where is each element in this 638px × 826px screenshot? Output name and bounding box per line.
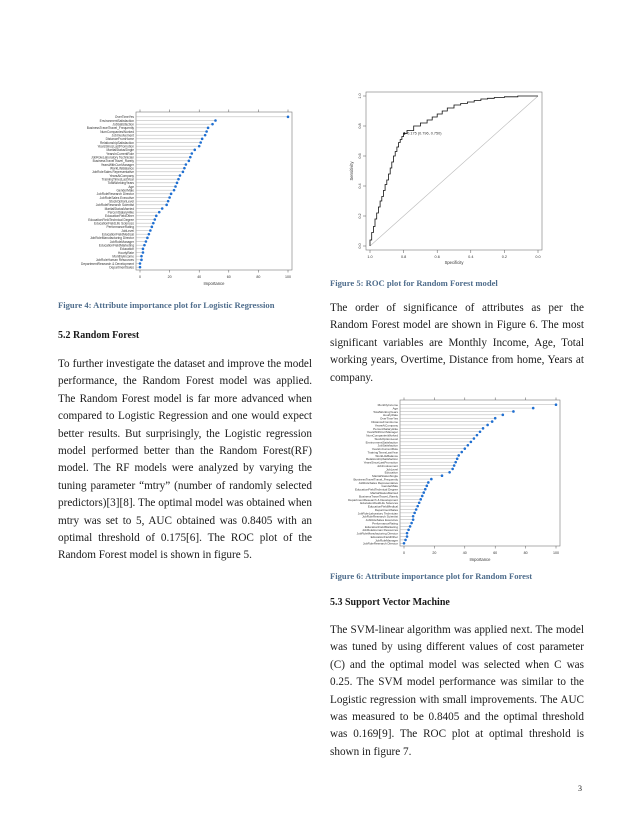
importance-dot [185,163,188,166]
importance-dot [427,481,430,484]
importance-dot [139,266,142,269]
importance-dot [189,156,192,159]
importance-dot [532,407,535,410]
category-label: NumCompaniesWorked [100,129,134,134]
importance-dot [430,478,433,481]
category-label: JobRoleSales Representative [358,480,398,485]
category-label: JobLevel [385,467,398,472]
plot-frame [400,400,560,546]
importance-dot [413,512,416,515]
category-label: Education [384,470,398,475]
category-label: PerformanceRating [372,521,398,526]
category-label: HourlyRate [382,413,398,418]
category-label: NumCompaniesWorked [366,433,398,438]
importance-dot [412,518,415,521]
category-label: WorkLifeBalance [375,453,398,458]
importance-dot [456,457,459,460]
x-tick-label: 100 [553,551,559,555]
y-axis-label: Sensitivity [349,161,354,181]
category-label: JobSatisfaction [112,122,134,127]
x-tick-label: 0.0 [535,255,541,259]
category-label: YearsWithCurrManager [366,430,398,435]
importance-dot [454,461,457,464]
x-axis-label: Importance [203,281,225,286]
category-label: MaritalStatusMarried [104,206,134,211]
category-label: JobRoleSales Representative [92,170,134,175]
importance-dot [426,485,429,488]
category-label: RelationshipSatisfaction [365,457,398,462]
importance-dot [140,259,143,262]
category-label: JobRoleManufacturing Director [356,531,398,536]
importance-dot [199,141,202,144]
category-label: JobRoleResearch Scientist [95,203,134,208]
importance-dot [214,119,217,122]
importance-dot [155,215,158,218]
category-label: Age [392,406,398,411]
importance-dot [494,417,497,420]
importance-dot [143,244,146,247]
category-label: EducationFieldLife Sciences [93,221,134,226]
x-tick-label: 60 [493,551,498,555]
importance-dot [473,437,476,440]
importance-dot [409,525,412,528]
category-label: EducationFieldMarketing [98,243,134,248]
importance-dot [470,441,473,444]
x-tick-label: 20 [432,551,437,555]
importance-dot [451,468,454,471]
importance-dot [205,130,208,133]
figure6-caption: Figure 6: Attribute importance plot for Random Forest [330,571,533,581]
importance-dot [173,189,176,192]
importance-dot [416,505,419,508]
importance-dot [174,185,177,188]
section-5-3-heading: 5.3 Support Vector Machine [330,597,450,608]
category-label: MaritalStatusMarried [370,490,398,495]
importance-dot [158,211,161,214]
category-label: JobRoleLaboratory Technician [357,511,398,516]
category-label: MaritalStatusSingle [372,474,398,479]
importance-dot [204,134,207,137]
importance-dot [419,498,422,501]
category-label: Education [119,247,134,252]
page-number: 3 [578,784,582,793]
importance-dot [168,196,171,199]
x-tick-label: 80 [523,551,528,555]
importance-dot [207,127,210,130]
category-label: YearsInCurrentRole [106,151,134,156]
importance-dot [453,464,456,467]
category-label: EducationFieldMedical [101,232,134,237]
category-label: EducationFieldOther [370,534,398,539]
category-label: EnvironmentSatisfaction [99,118,134,123]
importance-dot [424,488,427,491]
importance-dot [188,160,191,163]
x-axis-label: Specificity [444,260,464,265]
plot-frame [136,112,292,270]
category-label: MonthlyIncome [377,403,398,408]
category-label: EducationFieldTechnical Degree [88,217,134,222]
importance-dot [448,471,451,474]
figure5-chart [336,88,546,270]
importance-dot [422,491,425,494]
category-label: WorkLifeBalance [109,166,134,171]
importance-dot [140,255,143,258]
category-label: JobRoleManufacturing Director [90,236,134,241]
importance-dot [406,532,409,535]
category-label: DistanceFromHome [371,419,398,424]
category-label: JobRoleManager [109,239,134,244]
importance-dot [415,508,418,511]
category-label: YearsInCurrentRole [371,447,398,452]
category-label: YearsWithCurrManager [100,162,134,167]
importance-dot [145,240,148,243]
importance-dot [476,434,479,437]
category-label: DepartmentSales [374,507,398,512]
category-label: JobInvolvement [376,463,398,468]
importance-dot [441,474,444,477]
importance-dot [146,237,149,240]
importance-dot [154,218,157,221]
x-tick-label: 40 [197,275,202,279]
y-tick-label: 0.0 [358,243,362,249]
category-label: DepartmentResearch & Development [348,497,398,502]
importance-dot [142,251,145,254]
importance-dot [161,207,164,210]
x-tick-label: 60 [226,275,231,279]
category-label: MonthlyIncome [112,254,134,259]
importance-dot [139,262,142,265]
rf-significance-paragraph: The order of significance of attributes as per the Random Forest model are shown in Figure 6. The most significant variables are Monthly Income, Age, Total working years, Overtime, Distance from home, Years at company. [330,302,584,384]
category-label: HourlyRate [118,250,134,255]
importance-dot [486,424,489,427]
category-label: YearsAtCompany [109,173,134,178]
figure5-caption: Figure 5: ROC plot for Random Forest model [330,278,498,288]
importance-dot [412,515,415,518]
category-label: MaritalStatusSingle [106,148,134,153]
category-label: GenderMale [381,484,398,489]
category-label: EducationFieldOther [104,214,134,219]
category-label: YearsAtCompany [374,423,398,428]
reference-diagonal [370,96,538,246]
category-label: PerformanceRating [106,225,134,230]
importance-dot [165,204,168,207]
importance-dot [167,200,170,203]
category-label: TrainingTimesLastYear [101,177,134,182]
section-5-3-paragraph: The SVM-linear algorithm was applied next. The model was tuned by using different values of cost parameter (C) and the optimal model was selected when C was 0.25. The SVM model performance was similar to the Logistic regression with small improvements. The AUC was measured to be 0.8405 and the optimal threshold was 0.169[9]. The ROC plot at optimal threshold is shown in figure 7. [330,624,584,758]
importance-dot [179,174,182,177]
category-label: EducationFieldTechnical Degree [354,487,398,492]
x-tick-label: 0.4 [468,255,474,259]
category-label: JobRoleResearch Director [362,541,398,546]
x-tick-label: 80 [256,275,261,279]
importance-dot [170,193,173,196]
category-label: OverTimeYes [114,115,134,120]
threshold-annotation: 0.175 (0.796, 0.750) [407,131,442,136]
importance-dot [479,430,482,433]
category-label: RelationshipSatisfaction [99,140,134,145]
category-label: OverTimeYes [380,416,398,421]
importance-dot [182,171,185,174]
category-label: BusinessTravelTravel_Rarely [359,494,398,499]
category-label: TrainingTimesLastYear [367,450,398,455]
category-label: EducationFieldMedical [367,504,398,509]
category-label: JobRoleSales Executive [99,195,134,200]
importance-dot [460,451,463,454]
category-label: JobRoleHuman Resources [95,258,134,263]
category-label: EnvironmentSatisfaction [365,440,398,445]
category-label: JobRoleResearch Scientist [361,514,398,519]
category-label: TotalWorkingYears [373,409,398,414]
category-label: EducationFieldMarketing [364,524,398,529]
category-label: EducationFieldLife Sciences [360,501,398,506]
category-label: JobRoleManager [375,538,398,543]
importance-dot [406,535,409,538]
category-label: JobSatisfaction [377,443,398,448]
importance-dot [403,542,406,545]
figure4-chart [58,108,298,290]
importance-dot [191,152,194,155]
figure4-caption: Figure 4: Attribute importance plot for Logistic Regression [58,300,275,310]
category-label: TotalWorkingYears [107,181,134,186]
x-tick-label: 0 [403,551,405,555]
x-tick-label: 0.8 [400,255,407,259]
importance-dot [183,167,186,170]
y-tick-label: 0.2 [358,213,362,219]
category-label: JobLevel [121,228,134,233]
importance-dot [177,178,180,181]
importance-dot [211,123,214,126]
category-label: BusinessTravelTravel_Frequently [353,477,398,482]
category-label: YearsSinceLastPromotion [363,460,398,465]
importance-dot [151,226,154,229]
importance-dot [482,427,485,430]
x-tick-label: 100 [285,275,291,279]
importance-dot [148,233,151,236]
category-label: JobInvolvement [111,133,134,138]
x-tick-label: 40 [462,551,467,555]
category-label: DepartmentResearch & Development [81,261,134,266]
importance-dot [467,444,470,447]
category-label: DistanceFromHome [105,137,134,142]
category-label: Age [128,184,134,189]
section-5-2-heading: 5.2 Random Forest [58,330,140,341]
x-tick-label: 1.0 [367,255,373,259]
y-tick-label: 1.0 [358,93,362,99]
category-label: BusinessTravelTravel_Frequently [86,126,134,131]
importance-dot [142,248,145,251]
importance-dot [421,495,424,498]
importance-dot [404,539,407,542]
importance-dot [464,447,467,450]
y-tick-label: 0.6 [358,153,362,159]
category-label: GenderMale [116,188,134,193]
importance-dot [555,403,558,406]
importance-dot [149,229,152,232]
importance-dot [410,522,413,525]
importance-dot [198,145,201,148]
x-axis-label: Importance [469,557,491,562]
importance-dot [502,414,505,417]
x-tick-label: 0.6 [434,255,440,259]
y-tick-label: 0.8 [358,123,362,129]
section-5-2-paragraph: To further investigate the dataset and improve the model performance, the Random Forest model was applied. The Random Forest model is far more advanced when compared to Logistic Regression and one would expect better results. But surprisingly, the Logistic regression model performed better than the Random Forest(RF) model. The RF models were analyzed by varying the tuning parameter “mtry” (number of randomly selected predictors)[3][8]. The optimal model was obtained when mtry was set to 5, AUC obtained was 0.8405 with an optimal threshold of 0.175[6]. The ROC plot of the Random Forest model is shown in figure 5. [58,358,312,562]
importance-dot [201,138,204,141]
importance-dot [512,410,515,413]
category-label: JobRoleResearch Director [96,192,134,197]
importance-dot [418,501,421,504]
category-label: JobRoleLaboratory Technician [91,155,134,160]
importance-dot [287,116,290,119]
importance-dot [491,420,494,423]
category-label: StockOptionLevel [374,436,398,441]
x-tick-label: 0 [139,275,141,279]
importance-dot [152,222,155,225]
x-tick-label: 0.2 [501,255,508,259]
category-label: YearsSinceLastPromotion [97,144,134,149]
threshold-point [403,132,405,134]
category-label: JobRoleSales Executive [365,518,398,523]
importance-dot [193,149,196,152]
category-label: BusinessTravelTravel_Rarely [92,159,134,164]
figure6-chart [336,396,566,566]
category-label: DepartmentSales [109,265,134,270]
importance-dot [176,182,179,185]
importance-dot [457,454,460,457]
importance-dot [407,528,410,531]
category-label: PercentSalaryHike [107,210,134,215]
y-tick-label: 0.4 [358,183,362,189]
x-tick-label: 20 [167,275,172,279]
category-label: JobRoleHuman Resources [362,528,398,533]
category-label: StockOptionLevel [109,199,134,204]
category-label: PercentSalaryHike [373,426,398,431]
